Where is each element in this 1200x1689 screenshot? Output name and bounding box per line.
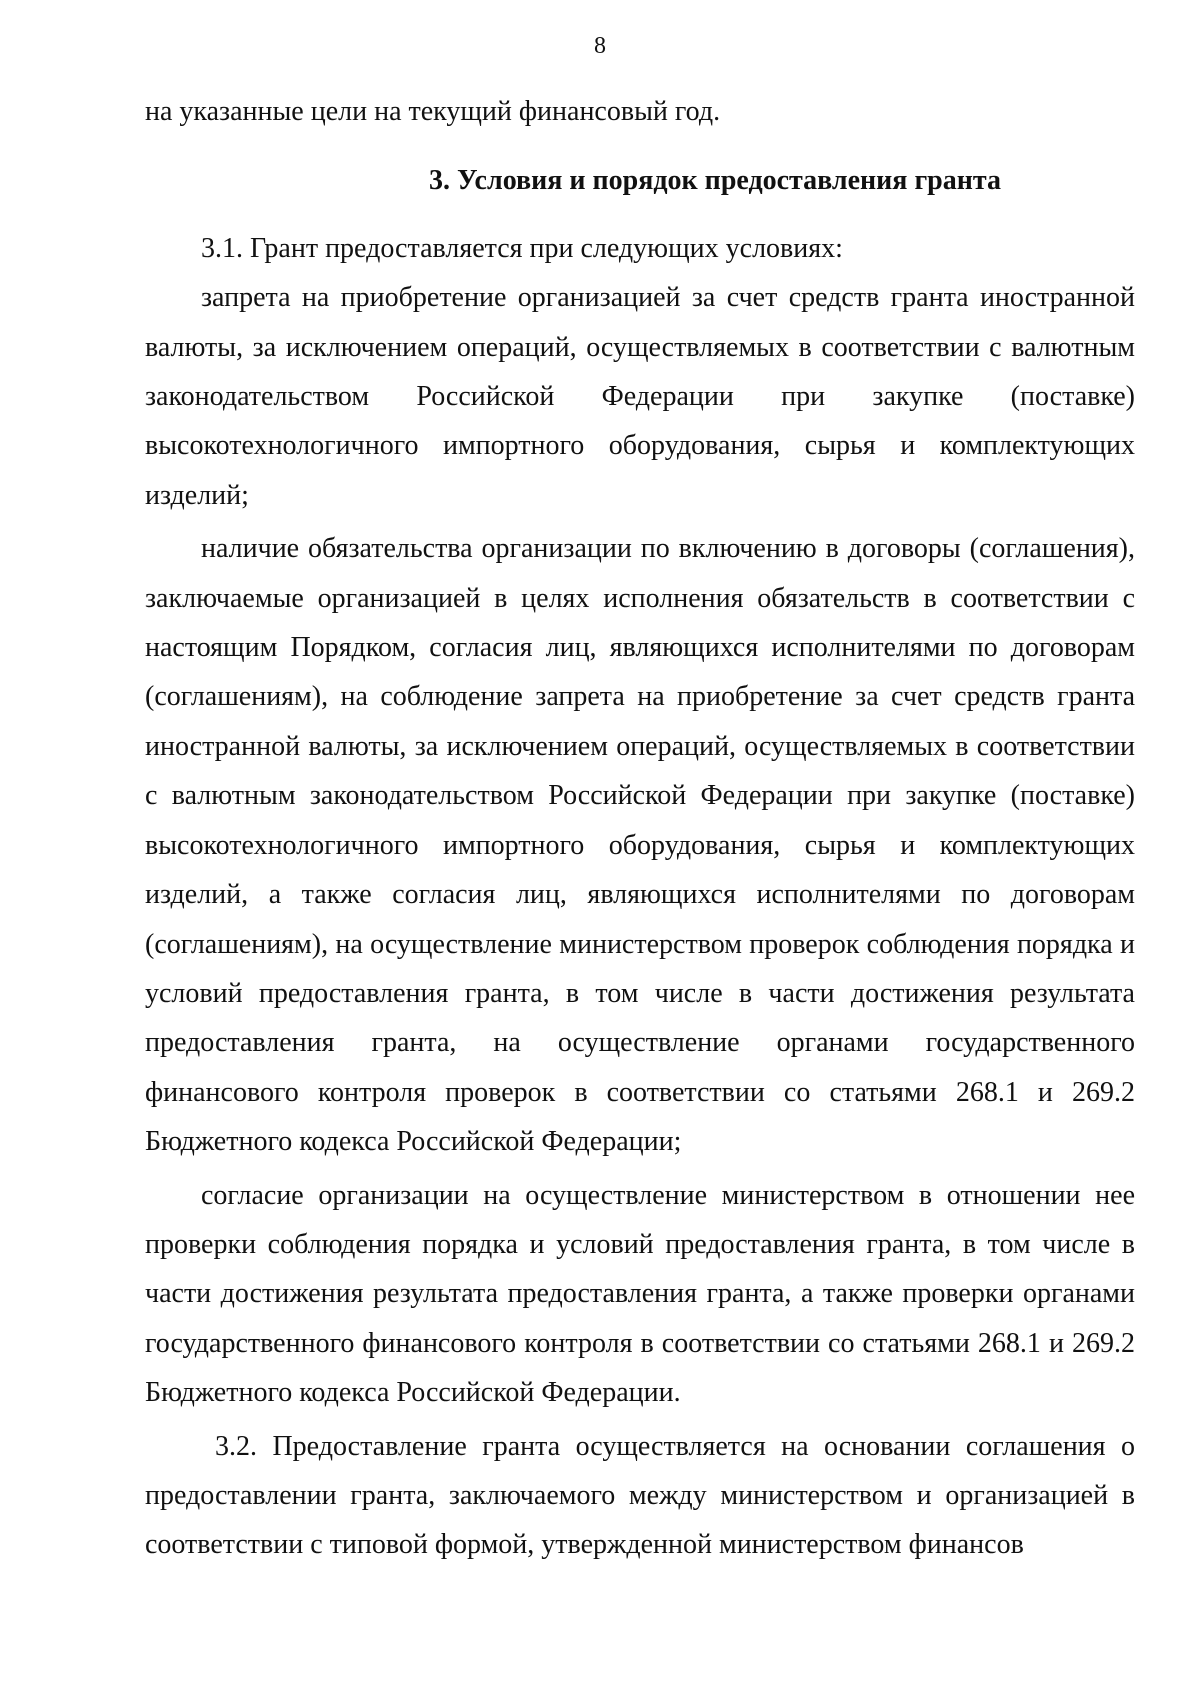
paragraph-continuation: на указанные цели на текущий финансовый год. [145,96,721,127]
page-number: 8 [594,33,606,59]
paragraph-condition-currency: запрета на приобретение организацией за счет средств гранта иностранной валюты, за исключением операций, осуществляемых в соответствии с валютным законодательством Российской Федерации при закупке (поставке) высокотехнологичного импортного оборудования, сырья и комплектующих изделий; [145,282,1135,511]
paragraph-3-1: 3.1. Грант предоставляется при следующих условиях: [201,232,843,264]
document-body [145,87,1135,1570]
paragraph-3-2: 3.2. Предоставление гранта осуществляется на основании соглашения о предоставлении гранта, заключаемого между министерством и организацией в соответствии с типовой формой, утвержденной министерством финансов [145,1430,1135,1561]
paragraph-condition-consent: согласие организации на осуществление министерством в отношении нее проверки соблюдения порядка и условий предоставления гранта, в том числе в части достижения результата предоставления гранта, а также проверки органами государственного финансового контроля в соответствии со статьями 268.1 и 269.2 Бюджетного кодекса Российской Федерации. [145,1179,1135,1409]
section-heading: 3. Условия и порядок предоставления гранта [429,165,1001,197]
paragraph-condition-contracts: наличие обязательства организации по включению в договоры (соглашения), заключаемые организацией в целях исполнения обязательств в соответствии с настоящим Порядком, согласия лиц, являющихся исполнителями по договорам (соглашениям), на соблюдение запрета на приобретение за счет средств гранта иностранной валюты, за исключением операций, осуществляемых в соответствии с валютным законодательством Российской Федерации при закупке (поставке) высокотехнологичного импортного оборудования, сырья и комплектующих изделий, а также согласия лиц, являющихся исполнителями по договорам (соглашениям), на осуществление министерством проверок соблюдения порядка и условий предоставления гранта, в том числе в части достижения результата предоставления гранта, на осуществление органами государственного финансового контроля проверок в соответствии со статьями 268.1 и 269.2 Бюджетного кодекса Российской Федерации; [145,533,1135,1158]
